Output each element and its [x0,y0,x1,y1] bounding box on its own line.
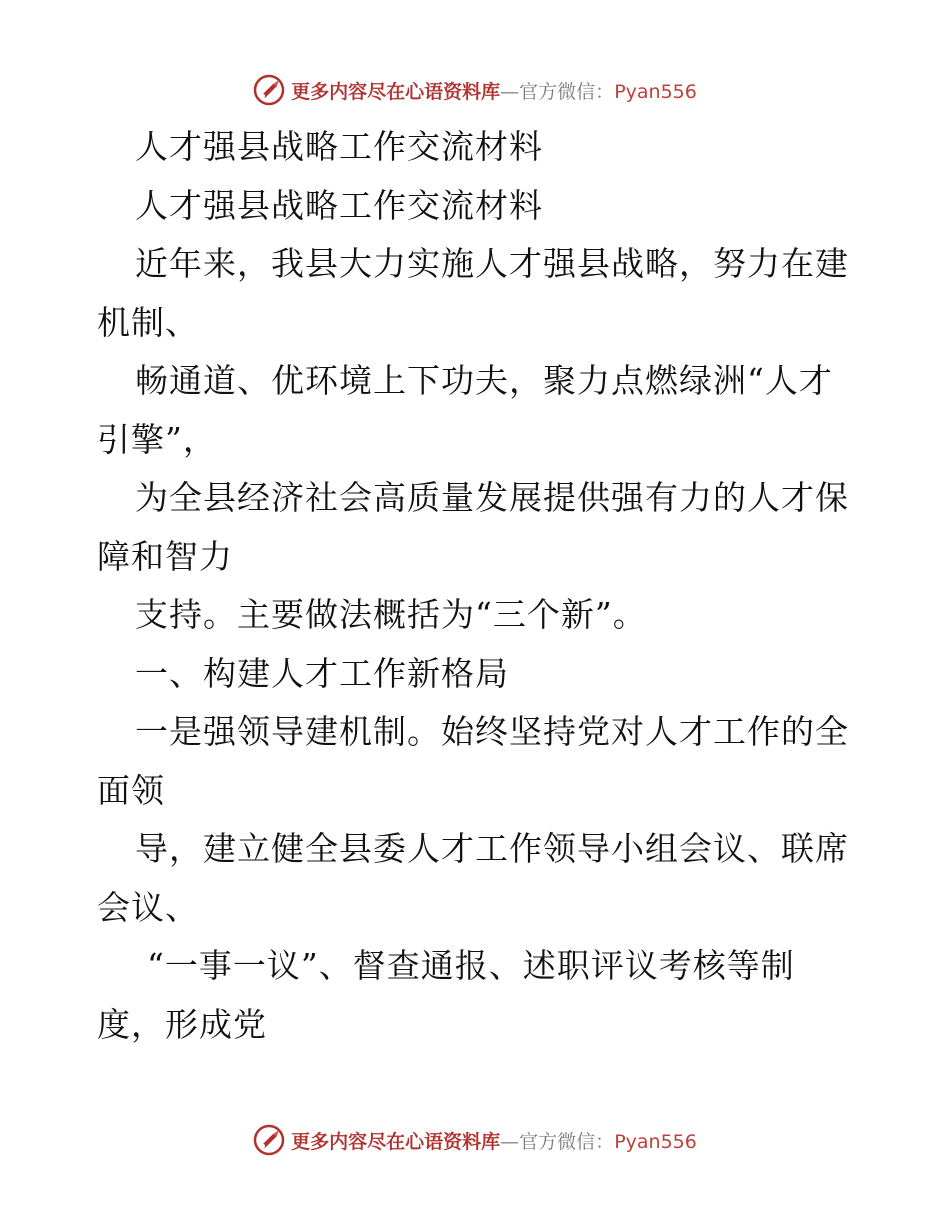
paragraph-line: 一是强领导建机制。始终坚持党对人才工作的全 [135,712,849,751]
document-subtitle: 人才强县战略工作交流材料 [135,185,543,225]
paragraph-line: 畅通道、优环境上下功夫，聚力点燃绿洲“人才 [135,361,833,400]
banner-separator: — [500,1130,520,1153]
footer-banner [0,1120,950,1160]
banner-wechat-label: 官方微信： [519,80,615,103]
paragraph-line: 支持。主要做法概括为“三个新”。 [135,595,647,634]
section-heading: 一、构建人才工作新格局 [135,653,509,693]
document-title: 人才强县战略工作交流材料 [135,127,543,166]
banner-wechat-label: 官方微信： [519,1130,615,1153]
document-body [97,118,857,1054]
paragraph-line: 导，建立健全县委人才工作领导小组会议、联席 [135,829,849,868]
paragraph-line: “一事一议”、督查通报、述职评议考核等制 [147,946,795,985]
paragraph-line: 度，形成党 [97,1004,267,1044]
banner-wechat-id: Pyan556 [614,80,697,103]
paragraph-line: 为全县经济社会高质量发展提供强有力的人才保 [135,478,849,517]
paragraph-line: 障和智力 [97,536,233,576]
banner-wechat-id: Pyan556 [614,1130,697,1153]
paragraph-line: 会议、 [97,887,199,927]
banner-brand-text: 更多内容尽在心语资料库 [291,80,501,103]
banner-brand-text: 更多内容尽在心语资料库 [291,1130,501,1153]
paragraph-line: 面领 [97,770,165,810]
paragraph-line: 引擎”， [97,419,217,459]
paragraph-line: 机制、 [97,302,199,342]
paragraph-line: 近年来，我县大力实施人才强县战略，努力在建 [135,244,849,283]
header-banner [0,70,950,110]
quill-logo-icon [253,74,285,106]
banner-text [291,1127,697,1154]
quill-logo-icon [253,1124,285,1156]
banner-text [291,77,697,104]
banner-separator: — [500,80,520,103]
